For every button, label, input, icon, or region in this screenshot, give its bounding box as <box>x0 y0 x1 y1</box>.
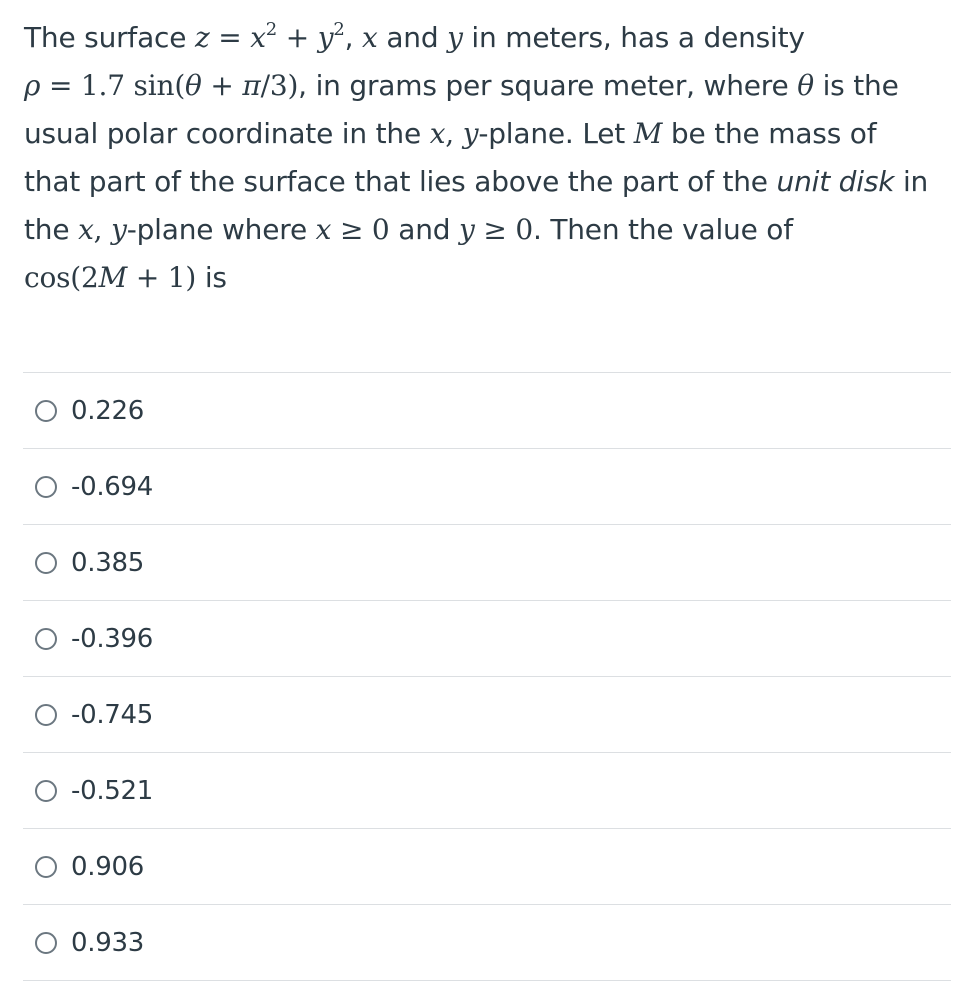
answer-label: 0.226 <box>71 395 144 426</box>
answer-list <box>23 372 951 981</box>
text-segment: usual polar coordinate in the <box>24 117 430 150</box>
math-plus: + <box>277 21 318 54</box>
radio-button[interactable] <box>35 932 57 954</box>
answer-option-8[interactable] <box>23 905 951 981</box>
answer-option-1[interactable] <box>23 373 951 449</box>
math-exponent: 2 <box>333 19 345 40</box>
text-segment: in <box>894 165 929 198</box>
math-var-y: y <box>317 21 334 54</box>
math-exponent: 2 <box>265 19 278 40</box>
text-segment: -plane. Let <box>478 117 634 150</box>
text-segment: and <box>377 21 448 54</box>
math-var-rho: ρ <box>24 69 41 102</box>
math-var-y: y <box>462 117 479 150</box>
answer-option-3[interactable] <box>23 525 951 601</box>
math-expression: + 1) <box>127 261 197 294</box>
text-segment: be the mass of <box>662 117 877 150</box>
math-var-y: y <box>447 21 463 54</box>
answer-label: -0.694 <box>71 471 154 502</box>
text-segment: in meters, has a density <box>462 21 805 54</box>
answer-label: -0.745 <box>71 699 154 730</box>
question-text <box>24 14 944 302</box>
math-comma: , <box>445 117 463 150</box>
math-var-y: y <box>111 213 127 246</box>
math-inequality: ≥ 0 <box>331 213 390 246</box>
answer-label: 0.906 <box>71 851 144 882</box>
math-var-x: x <box>250 21 266 54</box>
answer-label: -0.521 <box>71 775 154 806</box>
answer-option-7[interactable] <box>23 829 951 905</box>
math-var-M: M <box>633 117 663 150</box>
text-segment: -plane where <box>126 213 316 246</box>
text-segment: and <box>389 213 460 246</box>
text-segment: is <box>196 261 227 294</box>
math-plus: + <box>201 69 243 102</box>
math-inequality: ≥ 0 <box>474 213 533 246</box>
math-expression: = 1.7 sin( <box>40 69 186 102</box>
answer-label: 0.933 <box>71 927 144 958</box>
math-pi: π <box>242 69 261 102</box>
question-line-2 <box>24 62 944 110</box>
text-segment: . Then the value of <box>532 213 793 246</box>
math-expression: /3) <box>260 69 299 102</box>
math-var-x: x <box>78 213 94 246</box>
math-var-theta: θ <box>185 69 202 102</box>
text-segment: , in grams per square meter, where <box>298 69 798 102</box>
answer-option-4[interactable] <box>23 601 951 677</box>
math-var-x: x <box>315 213 332 246</box>
question-line-1 <box>24 14 944 62</box>
radio-button[interactable] <box>35 476 57 498</box>
question-line-5 <box>24 206 944 254</box>
math-var-theta: θ <box>797 69 814 102</box>
math-var-M: M <box>98 261 128 294</box>
text-segment: is the <box>813 69 899 102</box>
text-segment: that part of the surface that lies above the part of the <box>24 165 777 198</box>
math-var-x: x <box>429 117 446 150</box>
text-segment: , <box>344 21 363 54</box>
answer-label: 0.385 <box>71 547 144 578</box>
text-segment: the <box>24 213 79 246</box>
radio-button[interactable] <box>35 552 57 574</box>
radio-button[interactable] <box>35 628 57 650</box>
math-var-y: y <box>459 213 475 246</box>
radio-button[interactable] <box>35 704 57 726</box>
answer-option-5[interactable] <box>23 677 951 753</box>
question-line-6 <box>24 254 944 302</box>
question-line-3 <box>24 110 944 158</box>
answer-option-6[interactable] <box>23 753 951 829</box>
answer-label: -0.396 <box>71 623 154 654</box>
answer-option-2[interactable] <box>23 449 951 525</box>
question-line-4 <box>24 158 944 206</box>
math-var-z: z <box>194 21 210 54</box>
radio-button[interactable] <box>35 780 57 802</box>
text-segment: The surface <box>24 21 195 54</box>
math-var-x: x <box>362 21 378 54</box>
radio-button[interactable] <box>35 400 57 422</box>
radio-button[interactable] <box>35 856 57 878</box>
math-comma: , <box>93 213 112 246</box>
math-equals: = <box>209 21 251 54</box>
emphasis-unit-disk: unit disk <box>776 165 895 198</box>
math-expression: cos(2 <box>24 261 99 294</box>
